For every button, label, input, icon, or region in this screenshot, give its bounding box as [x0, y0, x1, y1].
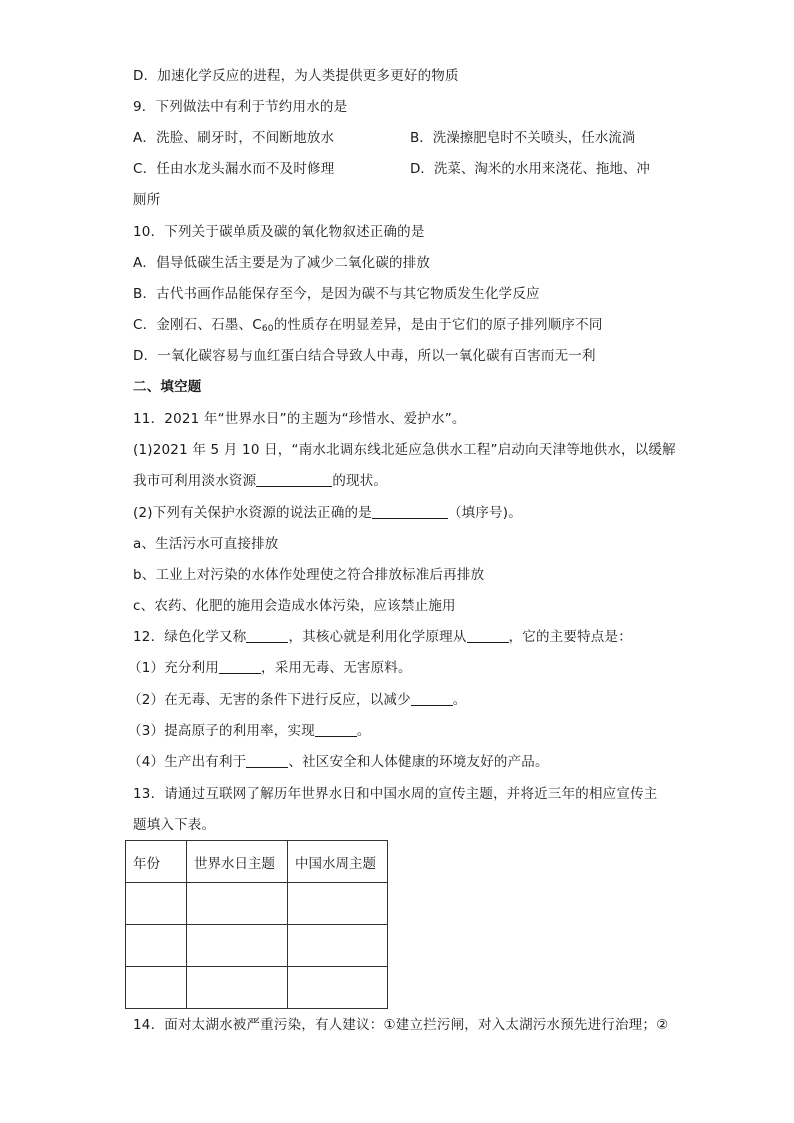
q12-point3 [128, 722, 371, 740]
answer-blank[interactable] [372, 505, 448, 519]
q9-option-c: C．任由水龙头漏水而不及时修理 [133, 161, 335, 177]
q9-option-a: A．洗脸、刷牙时，不间断地放水 [133, 130, 335, 146]
q9-option-b: B．洗澡擦肥皂时不关喷头，任水流淌 [410, 130, 636, 146]
q9-option-d-cont: 厕所 [133, 192, 161, 208]
answer-blank[interactable] [219, 660, 261, 674]
q12-stem [133, 628, 632, 646]
header-world-water-day: 世界水日主题 [187, 841, 288, 883]
water-theme-table [125, 840, 388, 1009]
q10-option-a: A．倡导低碳生活主要是为了减少二氧化碳的排放 [133, 255, 431, 271]
q14-stem: 14．面对太湖水被严重污染，有人建议：①建立拦污闸，对入太湖污水预先进行治理；② [133, 1017, 669, 1033]
q11-2-pre: (2)下列有关保护水资源的说法正确的是 [133, 505, 372, 521]
q13-stem-cont: 题填入下表。 [133, 817, 216, 833]
q12-3-pre: （3）提高原子的利用率，实现 [128, 723, 315, 739]
q12-point1 [128, 659, 412, 677]
table-cell[interactable] [126, 925, 187, 967]
table-cell[interactable] [288, 967, 388, 1009]
answer-blank[interactable] [467, 629, 509, 643]
q10-option-d: D．一氧化碳容易与血红蛋白结合导致人中毒，所以一氧化碳有百害而无一利 [133, 348, 596, 364]
q11-choice-c: c、农药、化肥的施用会造成水体污染，应该禁止施用 [133, 598, 456, 614]
q8-option-d: D．加速化学反应的进程，为人类提供更多更好的物质 [133, 68, 459, 84]
q12-1-pre: （1）充分利用 [128, 660, 219, 676]
q12-post: ，它的主要特点是： [508, 629, 632, 645]
table-cell[interactable] [187, 883, 288, 925]
q11-part2 [133, 504, 522, 522]
q11-stem: 11．2021 年“世界水日”的主题为“珍惜水、爱护水”。 [133, 411, 466, 427]
section-heading-fill-in: 二、填空题 [133, 379, 202, 395]
q11-1b-pre: 我市可利用淡水资源 [133, 473, 257, 489]
q12-4-post: 、社区安全和人体健康的环境友好的产品。 [288, 754, 549, 770]
answer-blank[interactable] [315, 723, 357, 737]
q11-choice-a: a、生活污水可直接排放 [133, 536, 279, 552]
table-row [126, 967, 388, 1009]
q12-2-pre: （2）在无毒、无害的条件下进行反应，以减少 [128, 692, 411, 708]
q10c-text-post: 的性质存在明显差异，是由于它们的原子排列顺序不同 [273, 317, 603, 333]
answer-blank[interactable] [246, 754, 288, 768]
q12-pre: 12．绿色化学又称 [133, 629, 247, 645]
q11-choice-b: b、工业上对污染的水体作处理使之符合排放标准后再排放 [133, 567, 485, 583]
answer-blank[interactable] [246, 629, 288, 643]
q10-option-c [133, 316, 603, 338]
q11-2-post: （填序号)。 [447, 505, 522, 521]
q12-point2 [128, 691, 467, 709]
table-cell[interactable] [126, 967, 187, 1009]
q12-4-pre: （4）生产出有利于 [128, 754, 247, 770]
q11-part1-cont [133, 472, 387, 490]
table-cell[interactable] [288, 925, 388, 967]
answer-blank[interactable] [256, 473, 332, 487]
q13-stem: 13．请通过互联网了解历年世界水日和中国水周的宣传主题，并将近三年的相应宣传主 [133, 786, 658, 802]
q9-option-d: D．洗菜、淘米的水用来浇花、拖地、冲 [410, 161, 650, 177]
q12-3-post: 。 [356, 723, 371, 739]
header-year: 年份 [126, 841, 187, 883]
q10-stem: 10．下列关于碳单质及碳的氧化物叙述正确的是 [133, 224, 425, 240]
answer-blank[interactable] [411, 692, 453, 706]
q10c-text-pre: C．金刚石、石墨、C [133, 317, 262, 333]
c60-subscript: 60 [261, 324, 274, 334]
table-header-row [126, 841, 388, 883]
q12-mid: ，其核心就是利用化学原理从 [288, 629, 467, 645]
table-cell[interactable] [288, 883, 388, 925]
table-cell[interactable] [187, 967, 288, 1009]
header-china-water-week: 中国水周主题 [288, 841, 388, 883]
q12-point4 [128, 753, 549, 771]
table-cell[interactable] [126, 883, 187, 925]
q10-option-b: B．古代书画作品能保存至今，是因为碳不与其它物质发生化学反应 [133, 286, 540, 302]
q12-1-post: ，采用无毒、无害原料。 [261, 660, 412, 676]
q12-2-post: 。 [452, 692, 467, 708]
q11-1b-post: 的现状。 [332, 473, 388, 489]
q9-stem: 9．下列做法中有利于节约用水的是 [133, 99, 348, 115]
table-cell[interactable] [187, 925, 288, 967]
q11-part1: (1)2021 年 5 月 10 日，“南水北调东线北延应急供水工程”启动向天津等地供水，以缓解 [133, 442, 676, 458]
table-row [126, 925, 388, 967]
table-row [126, 883, 388, 925]
